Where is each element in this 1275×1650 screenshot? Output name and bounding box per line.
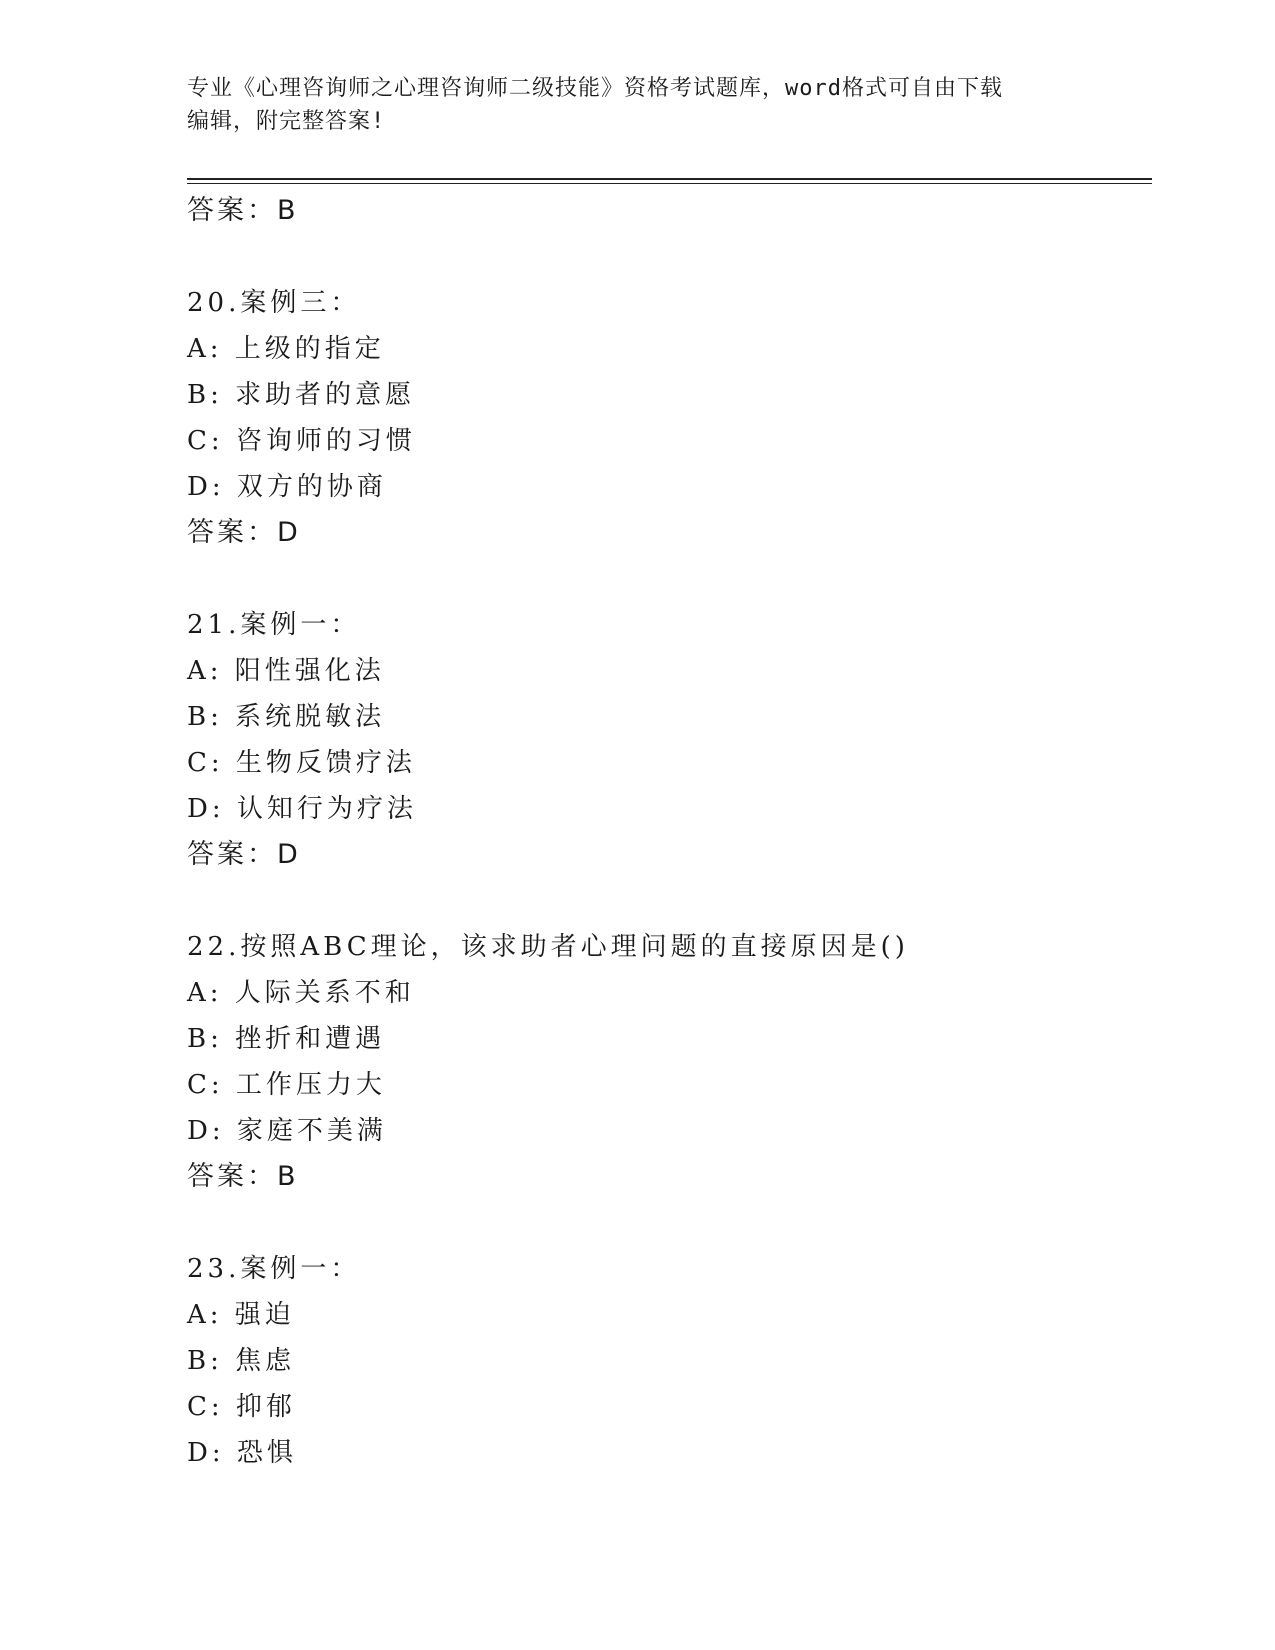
option-d: D: 双方的协商 [187,472,387,502]
option-c: C: 工作压力大 [187,1070,386,1100]
option-d: D: 恐惧 [187,1438,297,1468]
question-title: 23.案例一： [187,1254,361,1284]
header-line-1: 专业《心理咨询师之心理咨询师二级技能》资格考试题库，word格式可自由下载 [187,76,1003,101]
answer-line: 答案：B [187,195,299,226]
option-b: B: 挫折和遭遇 [187,1024,386,1054]
question-21 [187,602,1147,878]
header-divider-thick [187,178,1152,180]
option-a: A: 人际关系不和 [187,978,415,1008]
document-body [187,188,1147,1476]
option-b: B: 求助者的意愿 [187,380,416,410]
option-c: C: 抑郁 [187,1392,296,1422]
option-c: C: 咨询师的习惯 [187,426,416,456]
option-b: B: 系统脱敏法 [187,702,386,732]
option-c: C: 生物反馈疗法 [187,748,416,778]
option-a: A: 上级的指定 [187,334,385,364]
header-line-2: 编辑，附完整答案! [187,109,386,134]
question-23 [187,1246,1147,1476]
question-20 [187,280,1147,556]
option-b: B: 焦虑 [187,1346,296,1376]
answer-line: 答案：D [187,517,301,548]
option-a: A: 阳性强化法 [187,656,385,686]
option-a: A: 强迫 [187,1300,295,1330]
header-divider-thin [187,183,1152,184]
question-title: 21.案例一： [187,610,361,640]
question-22 [187,924,1147,1200]
option-d: D: 认知行为疗法 [187,794,417,824]
spacer [187,878,1147,924]
document-header [187,72,1087,138]
option-d: D: 家庭不美满 [187,1116,387,1146]
spacer [187,1200,1147,1246]
answer-line: 答案：D [187,839,301,870]
spacer [187,556,1147,602]
question-title: 22.按照ABC理论，该求助者心理问题的直接原因是() [187,932,909,962]
answer-line: 答案：B [187,1161,299,1192]
spacer [187,234,1147,280]
question-title: 20.案例三： [187,288,361,318]
